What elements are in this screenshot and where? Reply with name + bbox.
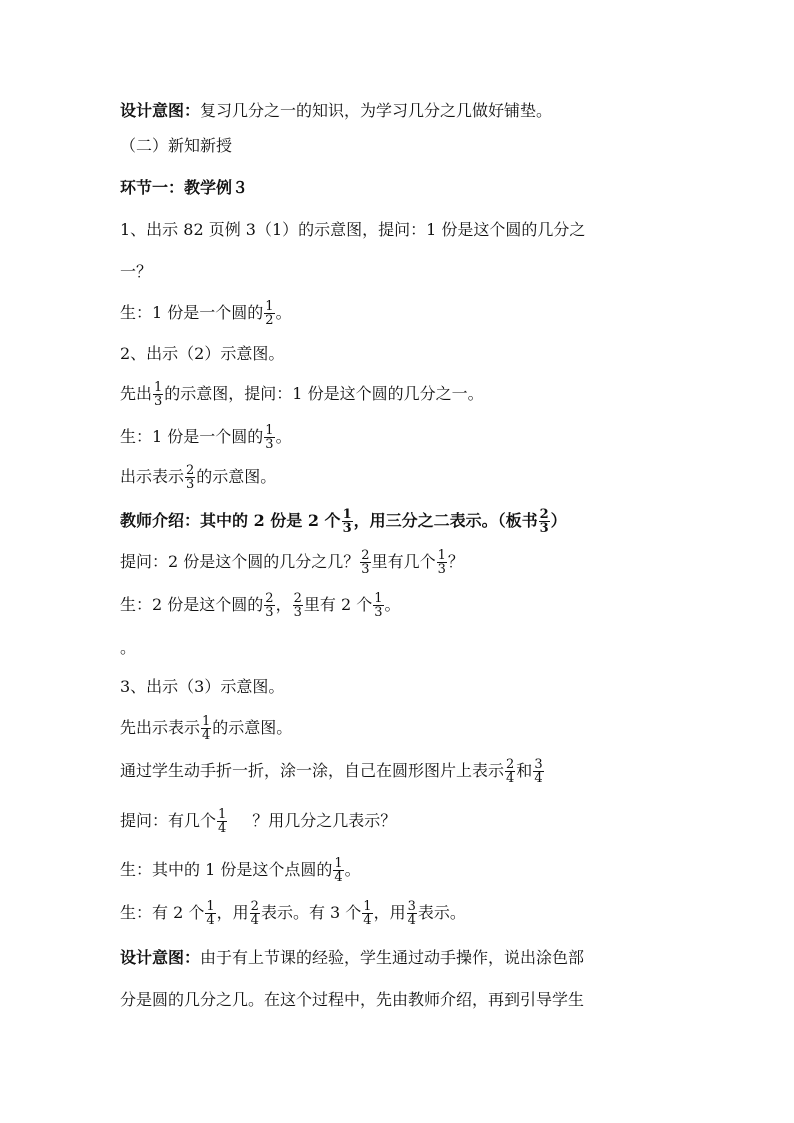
fraction-1-3 — [342, 508, 353, 535]
section-heading: （二）新知新授 — [120, 136, 233, 155]
denominator: 3 — [374, 605, 383, 620]
text: 的示意图，提问：1 份是这个圆的几分之一。 — [164, 384, 484, 403]
fraction-2-3 — [293, 592, 303, 619]
fraction-1-3 — [373, 592, 383, 619]
denominator: 4 — [407, 913, 416, 928]
fraction-2-3 — [264, 592, 274, 619]
denominator: 2 — [265, 313, 274, 328]
text: 提问：有几个 — [120, 811, 217, 830]
text: 生：有 2 个 — [120, 903, 205, 922]
text: 生：2 份是这个圆的 — [120, 595, 264, 614]
text: ， — [275, 595, 292, 614]
denominator: 3 — [361, 562, 370, 577]
fraction-1-3 — [153, 381, 163, 408]
denominator: 4 — [202, 728, 211, 743]
denominator: 3 — [154, 394, 163, 409]
numerator: 1 — [374, 591, 383, 606]
denominator: 4 — [206, 913, 215, 928]
text: 表示。 — [417, 903, 466, 922]
text: 里有几个 — [371, 552, 436, 571]
text: ？ — [447, 552, 464, 571]
denominator: 3 — [186, 477, 195, 492]
student-answer-5 — [120, 900, 466, 927]
design-intent-text: 复习几分之一的知识，为学习几分之几做好铺垫。 — [200, 101, 553, 120]
text: 。 — [384, 595, 401, 614]
text: 生：1 份是一个圆的 — [120, 427, 264, 446]
text: 。 — [275, 427, 292, 446]
numerator: 1 — [154, 380, 163, 395]
design-intent-1 — [120, 101, 552, 121]
text: ，用 — [373, 903, 406, 922]
text: 和 — [516, 761, 533, 780]
fraction-1-3 — [437, 549, 447, 576]
denominator: 3 — [342, 521, 352, 536]
fraction-3-4 — [407, 900, 417, 927]
fraction-2-3 — [185, 464, 195, 491]
denominator: 3 — [293, 605, 302, 620]
paragraph-1: 1、出示 82 页例 3（1）的示意图，提问：1 份是这个圆的几分之 — [120, 220, 586, 239]
student-answer-3 — [120, 592, 401, 619]
fraction-2-4 — [505, 758, 515, 785]
paragraph-4 — [120, 464, 276, 491]
text: 。 — [344, 860, 361, 879]
paragraph-2: 2、出示（2）示意图。 — [120, 344, 285, 363]
numerator: 2 — [361, 548, 370, 563]
numerator: 2 — [506, 757, 515, 772]
text: 表示。有 3 个 — [260, 903, 362, 922]
text: 提问：2 份是这个圆的几分之几？ — [120, 552, 360, 571]
design-intent-2-cont: 分是圆的几分之几。在这个过程中，先由教师介绍，再到引导学生 — [120, 990, 585, 1009]
fraction-1-4 — [333, 857, 343, 884]
numerator: 2 — [250, 899, 259, 914]
paragraph-7 — [120, 758, 545, 785]
student-answer-2 — [120, 424, 292, 451]
text: 教师介绍：其中的 2 份是 2 个 — [120, 511, 341, 530]
text: ，用三分之二表示。（板书 — [353, 511, 538, 530]
denominator: 4 — [218, 821, 227, 836]
fraction-1-2 — [264, 300, 274, 327]
numerator: 1 — [218, 807, 227, 822]
numerator: 3 — [407, 899, 416, 914]
stray-period: 。 — [120, 638, 137, 657]
numerator: 1 — [363, 899, 372, 914]
numerator: 1 — [342, 507, 352, 522]
text: 的示意图。 — [196, 467, 277, 486]
text: 先出 — [120, 384, 153, 403]
numerator: 1 — [206, 899, 215, 914]
design-intent-text: 由于有上节课的经验，学生通过动手操作，说出涂色部 — [200, 948, 585, 967]
student-answer-1 — [120, 300, 292, 327]
numerator: 2 — [186, 463, 195, 478]
question-2 — [120, 808, 396, 835]
text: 生：1 份是一个圆的 — [120, 303, 264, 322]
numerator: 1 — [265, 423, 274, 438]
fraction-3-4 — [533, 758, 543, 785]
paragraph-1-cont: 一？ — [120, 262, 153, 281]
text: 生：其中的 1 份是这个点圆的 — [120, 860, 333, 879]
text: ，用 — [216, 903, 249, 922]
numerator: 2 — [265, 591, 274, 606]
denominator: 3 — [265, 437, 274, 452]
design-intent-label: 设计意图： — [120, 101, 201, 120]
fraction-2-3 — [360, 549, 370, 576]
fraction-1-4 — [217, 808, 227, 835]
denominator: 4 — [363, 913, 372, 928]
numerator: 2 — [539, 507, 549, 522]
paragraph-6 — [120, 715, 292, 742]
text: 里有 2 个 — [303, 595, 373, 614]
text: 的示意图。 — [212, 718, 293, 737]
teacher-intro — [120, 508, 567, 535]
text: 出示表示 — [120, 467, 185, 486]
student-answer-4 — [120, 857, 361, 884]
fraction-2-4 — [250, 900, 260, 927]
denominator: 3 — [539, 521, 549, 536]
numerator: 3 — [534, 757, 543, 772]
numerator: 1 — [334, 856, 343, 871]
denominator: 3 — [437, 562, 446, 577]
paragraph-5: 3、出示（3）示意图。 — [120, 677, 285, 696]
denominator: 4 — [250, 913, 259, 928]
denominator: 4 — [506, 771, 515, 786]
numerator: 2 — [293, 591, 302, 606]
text: 通过学生动手折一折，涂一涂，自己在圆形图片上表示 — [120, 761, 505, 780]
fraction-1-3 — [264, 424, 274, 451]
denominator: 4 — [334, 870, 343, 885]
question-1 — [120, 549, 464, 576]
paragraph-3 — [120, 381, 484, 408]
text: ） — [550, 511, 567, 530]
fraction-1-4 — [205, 900, 215, 927]
fraction-1-4 — [362, 900, 372, 927]
fraction-2-3 — [539, 508, 550, 535]
numerator: 1 — [202, 714, 211, 729]
denominator: 4 — [534, 771, 543, 786]
numerator: 1 — [265, 299, 274, 314]
step-heading: 环节一：教学例３ — [120, 178, 249, 197]
denominator: 3 — [265, 605, 274, 620]
text: ？用几分之几表示？ — [252, 811, 397, 830]
numerator: 1 — [437, 548, 446, 563]
text: 。 — [275, 303, 292, 322]
text: 先出示表示 — [120, 718, 201, 737]
fraction-1-4 — [201, 715, 211, 742]
design-intent-2 — [120, 948, 584, 968]
design-intent-label: 设计意图： — [120, 948, 201, 967]
